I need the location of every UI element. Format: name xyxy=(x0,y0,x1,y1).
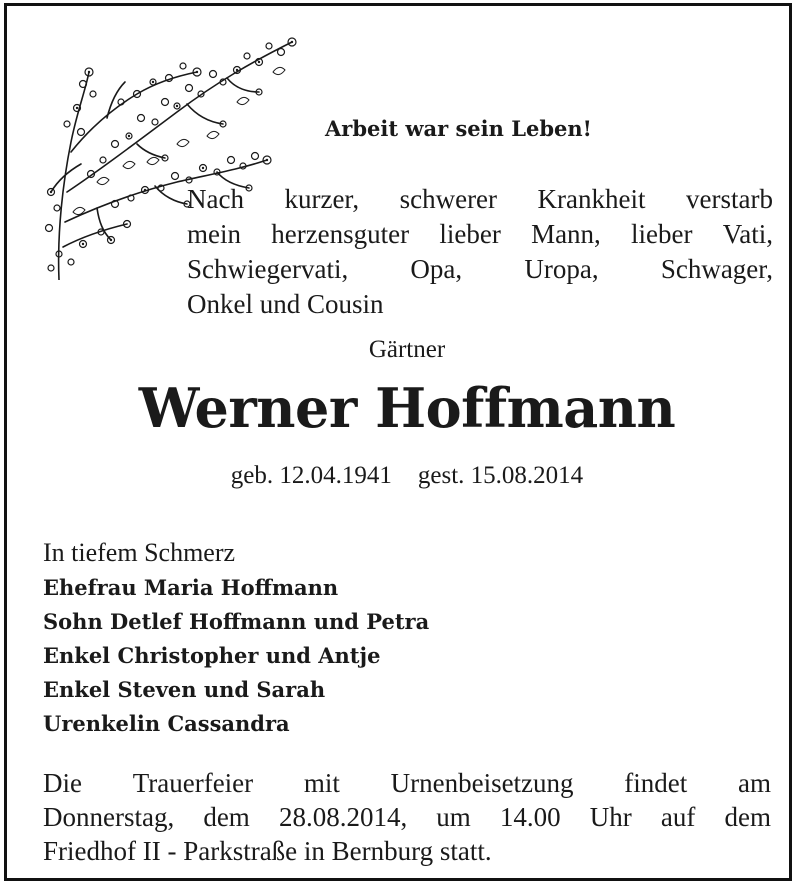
funeral-line-2: Donnerstag, dem 28.08.2014, um 14.00 Uhr auf dem xyxy=(43,802,771,832)
mourner-item: Enkel Christopher und Antje xyxy=(43,643,381,668)
intro-line-1: Nach kurzer, schwerer Krankheit verstarb xyxy=(187,184,773,214)
mourner-item: Urenkelin Cassandra xyxy=(43,711,290,736)
mourner-item: Ehefrau Maria Hoffmann xyxy=(43,575,339,600)
funeral-notice xyxy=(43,766,771,868)
life-dates xyxy=(7,462,800,490)
mourners-list xyxy=(43,536,743,741)
funeral-line-1: Die Trauerfeier mit Urnenbeisetzung findet am xyxy=(43,768,771,798)
intro-line-3: Schwiegervati, Opa, Uropa, Schwager, xyxy=(187,254,773,284)
intro-line-4: Onkel und Cousin xyxy=(187,289,384,319)
motto: Arbeit war sein Leben! xyxy=(325,116,592,141)
death-date: gest. 15.08.2014 xyxy=(417,462,584,489)
occupation: Gärtner xyxy=(368,336,446,363)
intro-text xyxy=(187,182,773,322)
mourner-item: Enkel Steven und Sarah xyxy=(43,677,326,702)
obituary-frame xyxy=(4,3,792,881)
mourner-item: Sohn Detlef Hoffmann und Petra xyxy=(43,609,430,634)
funeral-line-3: Friedhof II - Parkstraße in Bernburg statt. xyxy=(43,836,492,866)
deceased-name: Werner Hoffmann xyxy=(138,376,676,440)
mourners-lead: In tiefem Schmerz xyxy=(43,538,236,567)
intro-line-2: mein herzensguter lieber Mann, lieber Vati, xyxy=(187,219,773,249)
birth-date: geb. 12.04.1941 xyxy=(230,462,392,489)
